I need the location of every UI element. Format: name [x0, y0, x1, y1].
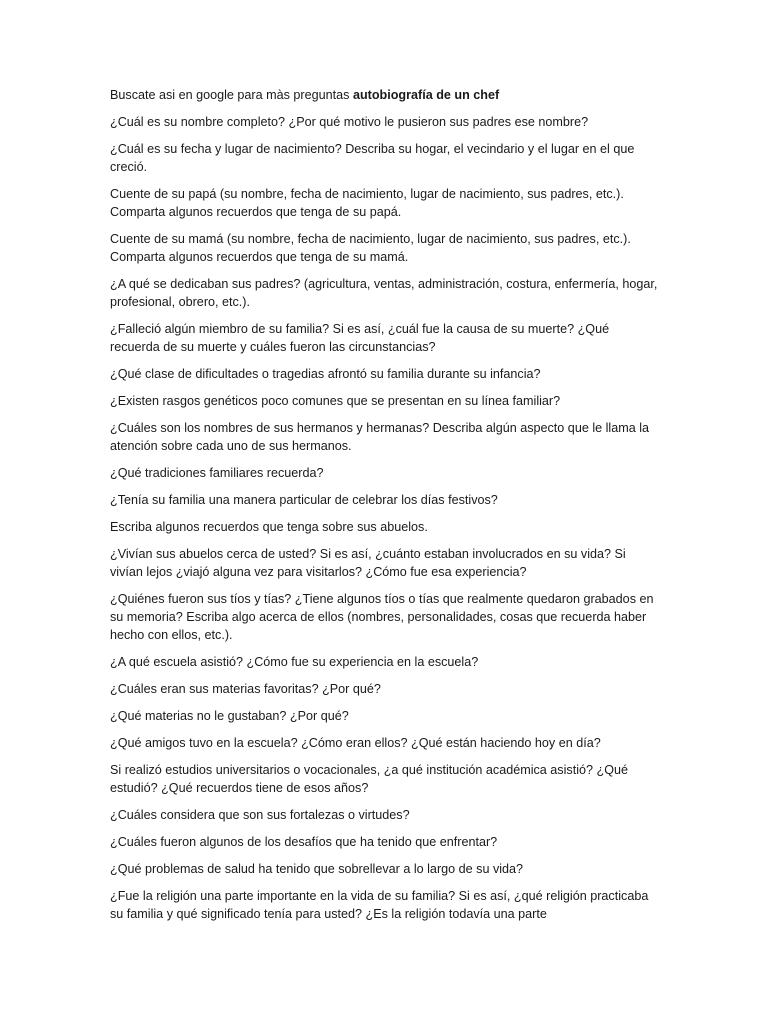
question-paragraph: ¿Qué problemas de salud ha tenido que sobrellevar a lo largo de su vida?	[110, 862, 524, 876]
question-paragraph: ¿Falleció algún miembro de su familia? Si es así, ¿cuál fue la causa de su muerte? ¿Qué recuerda de su muerte y cuáles fueron las circunstancias?	[110, 322, 610, 354]
intro-text: Buscate asi en google para màs preguntas	[110, 88, 353, 102]
question-paragraph: ¿Cuáles eran sus materias favoritas? ¿Por qué?	[110, 682, 381, 696]
document-page	[110, 86, 658, 932]
question-paragraph: Cuente de su papá (su nombre, fecha de nacimiento, lugar de nacimiento, sus padres, etc.). Comparta algunos recuerdos que tenga de su papá.	[110, 187, 624, 219]
question-paragraph: ¿Qué materias no le gustaban? ¿Por qué?	[110, 709, 349, 723]
intro-paragraph	[110, 86, 658, 104]
question-paragraph: Escriba algunos recuerdos que tenga sobre sus abuelos.	[110, 520, 428, 534]
question-paragraph: ¿Qué clase de dificultades o tragedias afrontó su familia durante su infancia?	[110, 367, 541, 381]
intro-search-term: autobiografía de un chef	[352, 88, 500, 102]
question-paragraph: ¿Existen rasgos genéticos poco comunes que se presentan en su línea familiar?	[110, 394, 561, 408]
question-paragraph: ¿Cuál es su fecha y lugar de nacimiento? Describa su hogar, el vecindario y el lugar en el que creció.	[110, 142, 635, 174]
question-paragraph: ¿Cuáles considera que son sus fortalezas o virtudes?	[110, 808, 410, 822]
question-paragraph: ¿Cuál es su nombre completo? ¿Por qué motivo le pusieron sus padres ese nombre?	[110, 115, 589, 129]
question-paragraph: ¿Qué tradiciones familiares recuerda?	[110, 466, 324, 480]
question-paragraph: ¿Qué amigos tuvo en la escuela? ¿Cómo eran ellos? ¿Qué están haciendo hoy en día?	[110, 736, 601, 750]
question-paragraph: ¿Vivían sus abuelos cerca de usted? Si es así, ¿cuánto estaban involucrados en su vida? Si vivían lejos ¿viajó alguna vez para visitarlos? ¿Cómo fue esa experiencia?	[110, 547, 626, 579]
question-paragraph: ¿Cuáles fueron algunos de los desafíos que ha tenido que enfrentar?	[110, 835, 498, 849]
question-paragraph: Cuente de su mamá (su nombre, fecha de nacimiento, lugar de nacimiento, sus padres, etc.). Comparta algunos recuerdos que tenga de su mamá.	[110, 232, 631, 264]
question-paragraph: ¿Fue la religión una parte importante en la vida de su familia? Si es así, ¿qué religión practicaba su familia y qué significado tenía para usted? ¿Es la religión todavía una parte	[110, 889, 649, 921]
question-paragraph: Si realizó estudios universitarios o vocacionales, ¿a qué institución académica asistió? ¿Qué estudió? ¿Qué recuerdos tiene de esos años?	[110, 763, 629, 795]
question-paragraph: ¿A qué se dedicaban sus padres? (agricultura, ventas, administración, costura, enfermería, hogar, profesional, obrero, etc.).	[110, 277, 658, 309]
question-paragraph: ¿A qué escuela asistió? ¿Cómo fue su experiencia en la escuela?	[110, 655, 479, 669]
question-paragraph: ¿Quiénes fueron sus tíos y tías? ¿Tiene algunos tíos o tías que realmente quedaron grabados en su memoria? Escriba algo acerca de ellos (nombres, personalidades, cosas que recuerda haber hecho con ellos, etc.).	[110, 592, 654, 642]
question-paragraph: ¿Tenía su familia una manera particular de celebrar los días festivos?	[110, 493, 498, 507]
question-paragraph: ¿Cuáles son los nombres de sus hermanos y hermanas? Describa algún aspecto que le llama la atención sobre cada uno de sus hermanos.	[110, 421, 650, 453]
